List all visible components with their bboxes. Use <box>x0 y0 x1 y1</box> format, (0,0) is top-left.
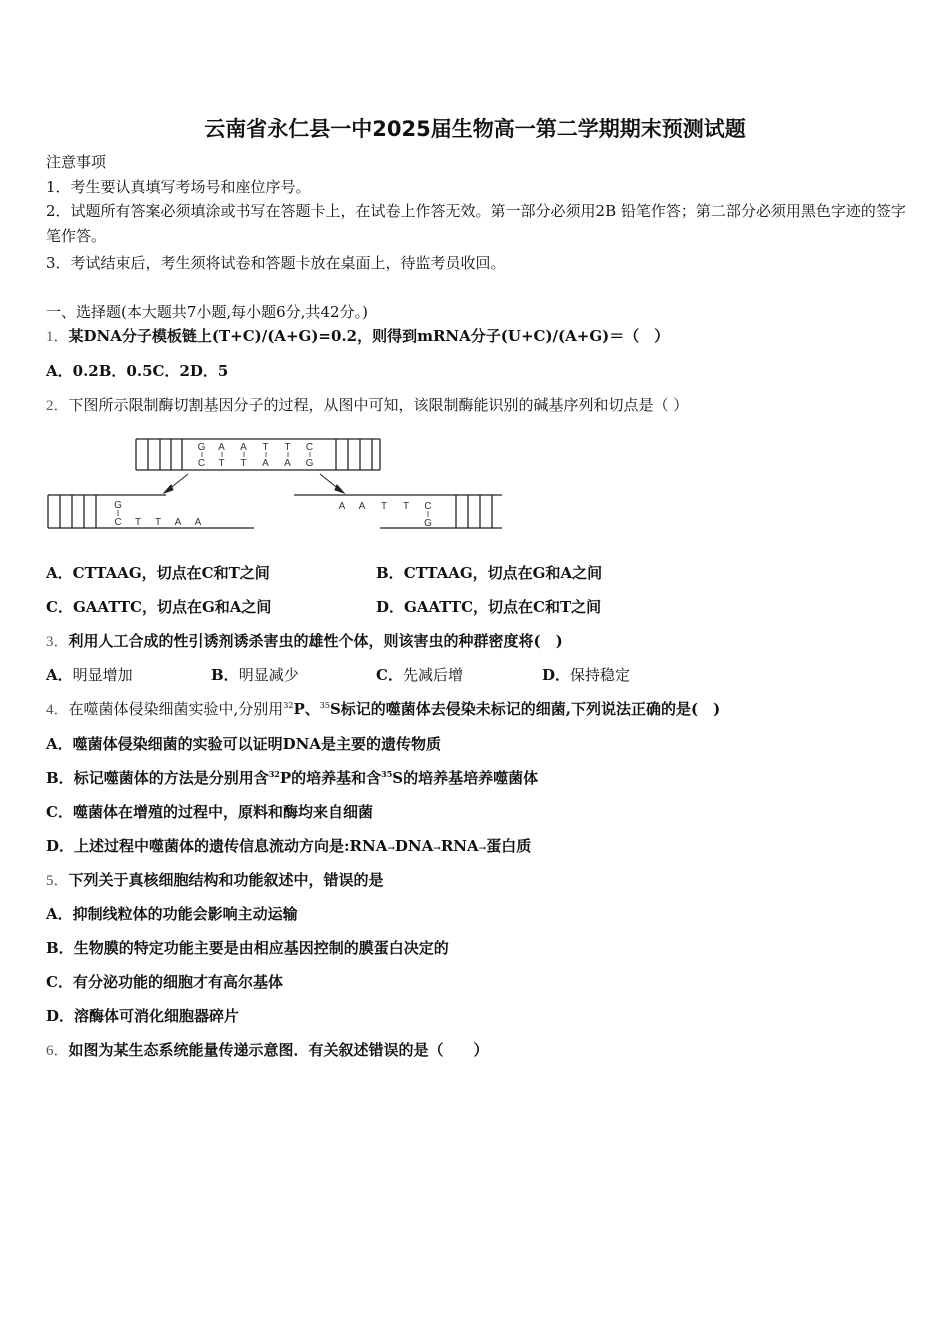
question-2 <box>46 395 688 416</box>
left-bottom-base-2: T <box>134 517 142 528</box>
base-bottom-6: G <box>305 458 315 469</box>
q2-option-d: D．GAATTC，切点在C和T之间 <box>376 598 602 616</box>
right-top-base-5: C <box>424 501 432 512</box>
left-bottom-base-3: T <box>154 517 162 528</box>
question-1-options: A．0.2B．0.5C．2D．5 <box>46 362 229 380</box>
left-dna-fragment <box>48 495 254 528</box>
q2-option-c: C．GAATTC，切点在G和A之间 <box>46 598 272 616</box>
q3-option-a: A．明显增加 <box>46 666 133 684</box>
right-top-base-3: T <box>380 501 388 512</box>
q4-option-b: B．标记噬菌体的方法是分别用含$^{32}$P的培养基和含$^{35}$S的培养基培养噬菌体 <box>46 769 539 787</box>
right-dna-fragment <box>294 495 502 528</box>
left-bottom-base-1: C <box>114 517 122 528</box>
notice-item-2: 2．试题所有答案必须填涂或书写在答题卡上，在试卷上作答无效。第一部分必须用2B 铅笔作答；第二部分必须用黑色字迹的签字笔作答。 <box>46 202 906 245</box>
base-bottom-1: C <box>197 458 207 469</box>
q3-option-b: B．明显减少 <box>211 666 299 684</box>
question-5 <box>46 870 384 891</box>
left-bottom-base-5: A <box>194 517 202 528</box>
q4-option-d: D．上述过程中噬菌体的遗传信息流动方向是:RNA→DNA→RNA→蛋白质 <box>46 837 532 855</box>
question-1 <box>46 326 669 347</box>
question-number: 5． <box>46 873 69 889</box>
arrow-icon: → <box>478 844 487 854</box>
question-number: 1． <box>46 329 69 345</box>
q5-option-d: D．溶酶体可消化细胞器碎片 <box>46 1007 240 1025</box>
right-top-base-2: A <box>358 501 366 512</box>
question-number: 2． <box>46 398 69 414</box>
q5-option-c: C．有分泌功能的细胞才有高尔基体 <box>46 973 283 991</box>
notice-item-3: 3．考试结束后，考生须将试卷和答题卡放在桌面上，待监考员收回。 <box>46 254 506 272</box>
question-6 <box>46 1040 489 1061</box>
page-title: 云南省永仁县一中2025届生物高一第二学期期末预测试题 <box>204 117 746 141</box>
q2-option-b: B．CTTAAG，切点在G和A之间 <box>376 564 603 582</box>
question-3 <box>46 631 563 652</box>
arrow-icon: → <box>387 844 395 854</box>
question-stem: 下列关于真核细胞结构和功能叙述中，错误的是 <box>68 871 384 889</box>
base-top-5: T <box>284 442 292 453</box>
base-top-4: T <box>262 442 270 453</box>
notice-item-1: 1．考生要认真填写考场号和座位序号。 <box>46 178 311 196</box>
q3-option-d: D．保持稳定 <box>542 666 631 684</box>
question-stem: 下图所示限制酶切割基因分子的过程，从图中可知，该限制酶能识别的碱基序列和切点是（ ） <box>68 396 689 414</box>
arrow-icon: → <box>433 844 441 854</box>
question-number: 3． <box>46 634 69 650</box>
question-stem: 利用人工合成的性引诱剂诱杀害虫的雄性个体，则该害虫的种群密度将( ) <box>68 632 563 650</box>
base-top-2: A <box>218 442 226 453</box>
base-top-3: A <box>240 442 248 453</box>
q3-option-c: C．先减后增 <box>376 666 463 684</box>
q5-option-b: B．生物膜的特定功能主要是由相应基因控制的膜蛋白决定的 <box>46 939 449 957</box>
base-top-6: C <box>305 442 315 453</box>
base-bottom-5: A <box>284 458 292 469</box>
q4-option-a: A．噬菌体侵染细菌的实验可以证明DNA是主要的遗传物质 <box>46 735 441 753</box>
question-number: 4． <box>46 702 69 718</box>
top-strand-bases <box>198 442 315 469</box>
intact-dna-molecule <box>136 439 380 470</box>
base-bottom-3: T <box>240 458 248 469</box>
left-bottom-base-4: A <box>174 517 182 528</box>
restriction-enzyme-figure <box>40 432 510 542</box>
left-top-base: G <box>114 500 122 511</box>
section-heading: 一、选择题(本大题共7小题,每小题6分,共42分。) <box>46 303 368 321</box>
q2-option-a: A．CTTAAG，切点在C和T之间 <box>46 564 270 582</box>
notice-heading: 注意事项 <box>46 153 107 171</box>
right-top-base-1: A <box>338 501 346 512</box>
cut-arrows <box>164 474 344 493</box>
question-number: 6． <box>46 1043 69 1059</box>
question-4: 4．在噬菌体侵染细菌实验中,分别用$^{32}$P、$^{35}$S标记的噬菌体去侵染未标记的细菌,下列说法正确的是( ) <box>46 700 721 718</box>
base-bottom-4: A <box>262 458 270 469</box>
right-bottom-base: G <box>424 518 432 529</box>
question-stem: 如图为某生态系统能量传递示意图．有关叙述错误的是（ ） <box>68 1041 489 1059</box>
q4-option-c: C．噬菌体在增殖的过程中，原料和酶均来自细菌 <box>46 803 373 821</box>
base-top-1: G <box>197 442 207 453</box>
right-top-base-4: T <box>402 501 410 512</box>
q5-option-a: A．抑制线粒体的功能会影响主动运输 <box>46 905 298 923</box>
base-bottom-2: T <box>218 458 226 469</box>
question-stem: 某DNA分子模板链上(T+C)/(A+G)=0.2，则得到mRNA分子(U+C)/(A+G)＝（ ） <box>68 327 670 345</box>
